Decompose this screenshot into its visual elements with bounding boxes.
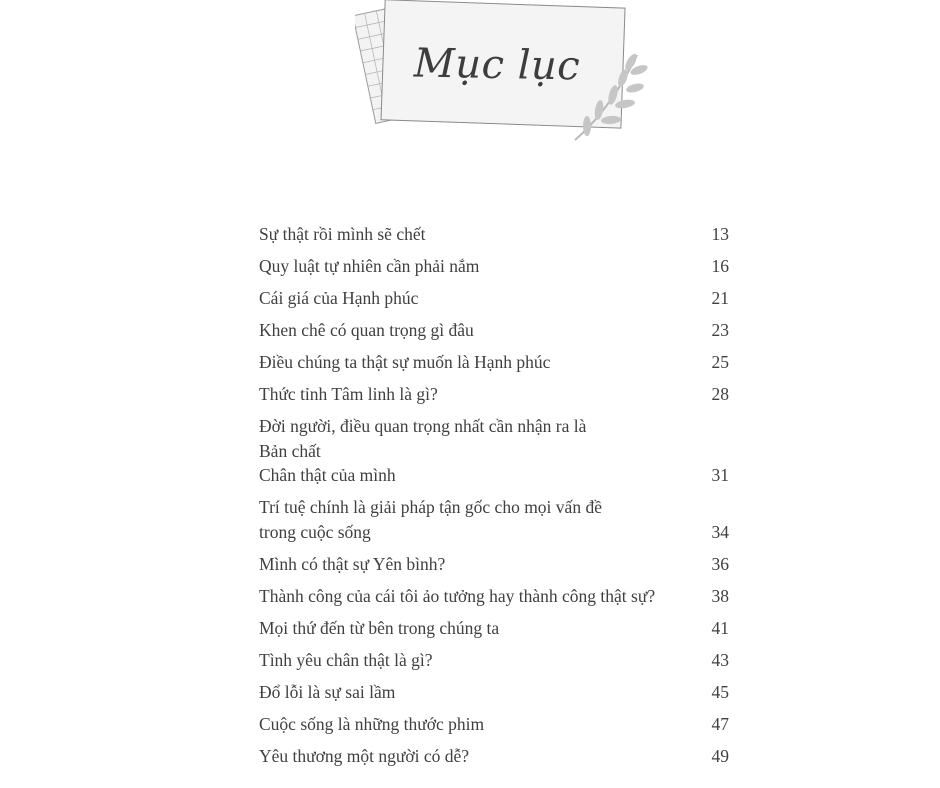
- toc-entry-page-number: 38: [711, 585, 729, 606]
- toc-entry-title-line: Đổ lỗi là sự sai lầm: [259, 681, 396, 702]
- toc-entry-title-line: Thức tỉnh Tâm linh là gì?: [259, 383, 438, 404]
- toc-entry-title: [259, 318, 699, 343]
- toc-entry-title-line: Khen chê có quan trọng gì đâu: [259, 319, 474, 340]
- toc-entry-page-number: 45: [711, 681, 729, 702]
- toc-entry-page-number: 41: [711, 617, 729, 638]
- toc-entry-title-line: Đời người, điều quan trọng nhất cần nhận ra là: [259, 415, 587, 436]
- toc-entry: [259, 616, 729, 641]
- toc-entry-title: [259, 495, 699, 544]
- toc-entry-page-number: 13: [711, 224, 729, 244]
- toc-entry-title: [259, 382, 699, 407]
- toc-entry-title-line: Chân thật của mình: [259, 465, 396, 486]
- toc-entry-title-line: Cuộc sống là những thước phim: [259, 713, 485, 734]
- toc-entry-page-number: 28: [711, 383, 729, 404]
- toc-entry-page-number: 31: [711, 465, 729, 486]
- toc-entry: [259, 414, 729, 488]
- toc-entry-page-number: 34: [711, 521, 729, 542]
- toc-entry-page-number: 21: [711, 287, 729, 308]
- toc-entry-page-number: 16: [711, 255, 729, 276]
- toc-entry-title: [259, 680, 699, 705]
- toc-entry-title: [259, 222, 699, 247]
- toc-entry-title: [259, 616, 699, 641]
- toc-entry: [259, 584, 729, 609]
- toc-entry: [259, 648, 729, 673]
- toc-entry: [259, 712, 729, 737]
- toc-entry-title-line: Bản chất: [259, 440, 321, 461]
- toc-entry-title-line: Điều chúng ta thật sự muốn là Hạnh phúc: [259, 351, 551, 372]
- toc-entry-title: [259, 254, 699, 279]
- toc-entry: [259, 286, 729, 311]
- toc-entry-title-line: Cái giá của Hạnh phúc: [259, 287, 419, 308]
- table-of-contents: [259, 222, 729, 776]
- toc-entry-title-line: Yêu thương một người có dễ?: [259, 745, 470, 766]
- toc-entry-title: [259, 552, 699, 577]
- toc-entry: [259, 382, 729, 407]
- toc-entry-title-line: Sự thật rồi mình sẽ chết: [259, 224, 426, 244]
- toc-entry-title-line: Thành công của cái tôi ảo tưởng hay thành công thật sự?: [259, 585, 656, 606]
- toc-entry-title-line: Mọi thứ đến từ bên trong chúng ta: [259, 617, 500, 638]
- toc-entry: [259, 222, 729, 247]
- page-title: Mục lục: [413, 40, 581, 90]
- toc-entry-page-number: 47: [711, 713, 729, 734]
- toc-entry: [259, 254, 729, 279]
- toc-entry-page-number: 36: [711, 553, 729, 574]
- toc-entry: [259, 350, 729, 375]
- toc-entry-title: [259, 648, 699, 673]
- toc-entry: [259, 318, 729, 343]
- toc-entry: [259, 495, 729, 544]
- toc-entry-title-line: Quy luật tự nhiên cần phải nắm: [259, 255, 480, 276]
- toc-entry: [259, 680, 729, 705]
- toc-entry-title: [259, 744, 699, 769]
- toc-entry: [259, 744, 729, 769]
- toc-entry-title-line: Tình yêu chân thật là gì?: [259, 649, 433, 670]
- toc-entry-page-number: 43: [711, 649, 729, 670]
- toc-entry-page-number: 23: [711, 319, 729, 340]
- toc-entry-page-number: 49: [711, 745, 729, 766]
- toc-entry-title: [259, 584, 699, 609]
- toc-entry-title-line: Trí tuệ chính là giải pháp tận gốc cho mọi vấn đề: [259, 497, 602, 518]
- toc-entry-page-number: 25: [711, 351, 729, 372]
- toc-entry-title-line: trong cuộc sống: [259, 521, 371, 542]
- toc-entry-title: [259, 712, 699, 737]
- toc-entry: [259, 552, 729, 577]
- toc-entry-title-line: Mình có thật sự Yên bình?: [259, 553, 446, 574]
- toc-entry-title: [259, 350, 699, 375]
- toc-entry-title: [259, 414, 699, 488]
- toc-entry-title: [259, 286, 699, 311]
